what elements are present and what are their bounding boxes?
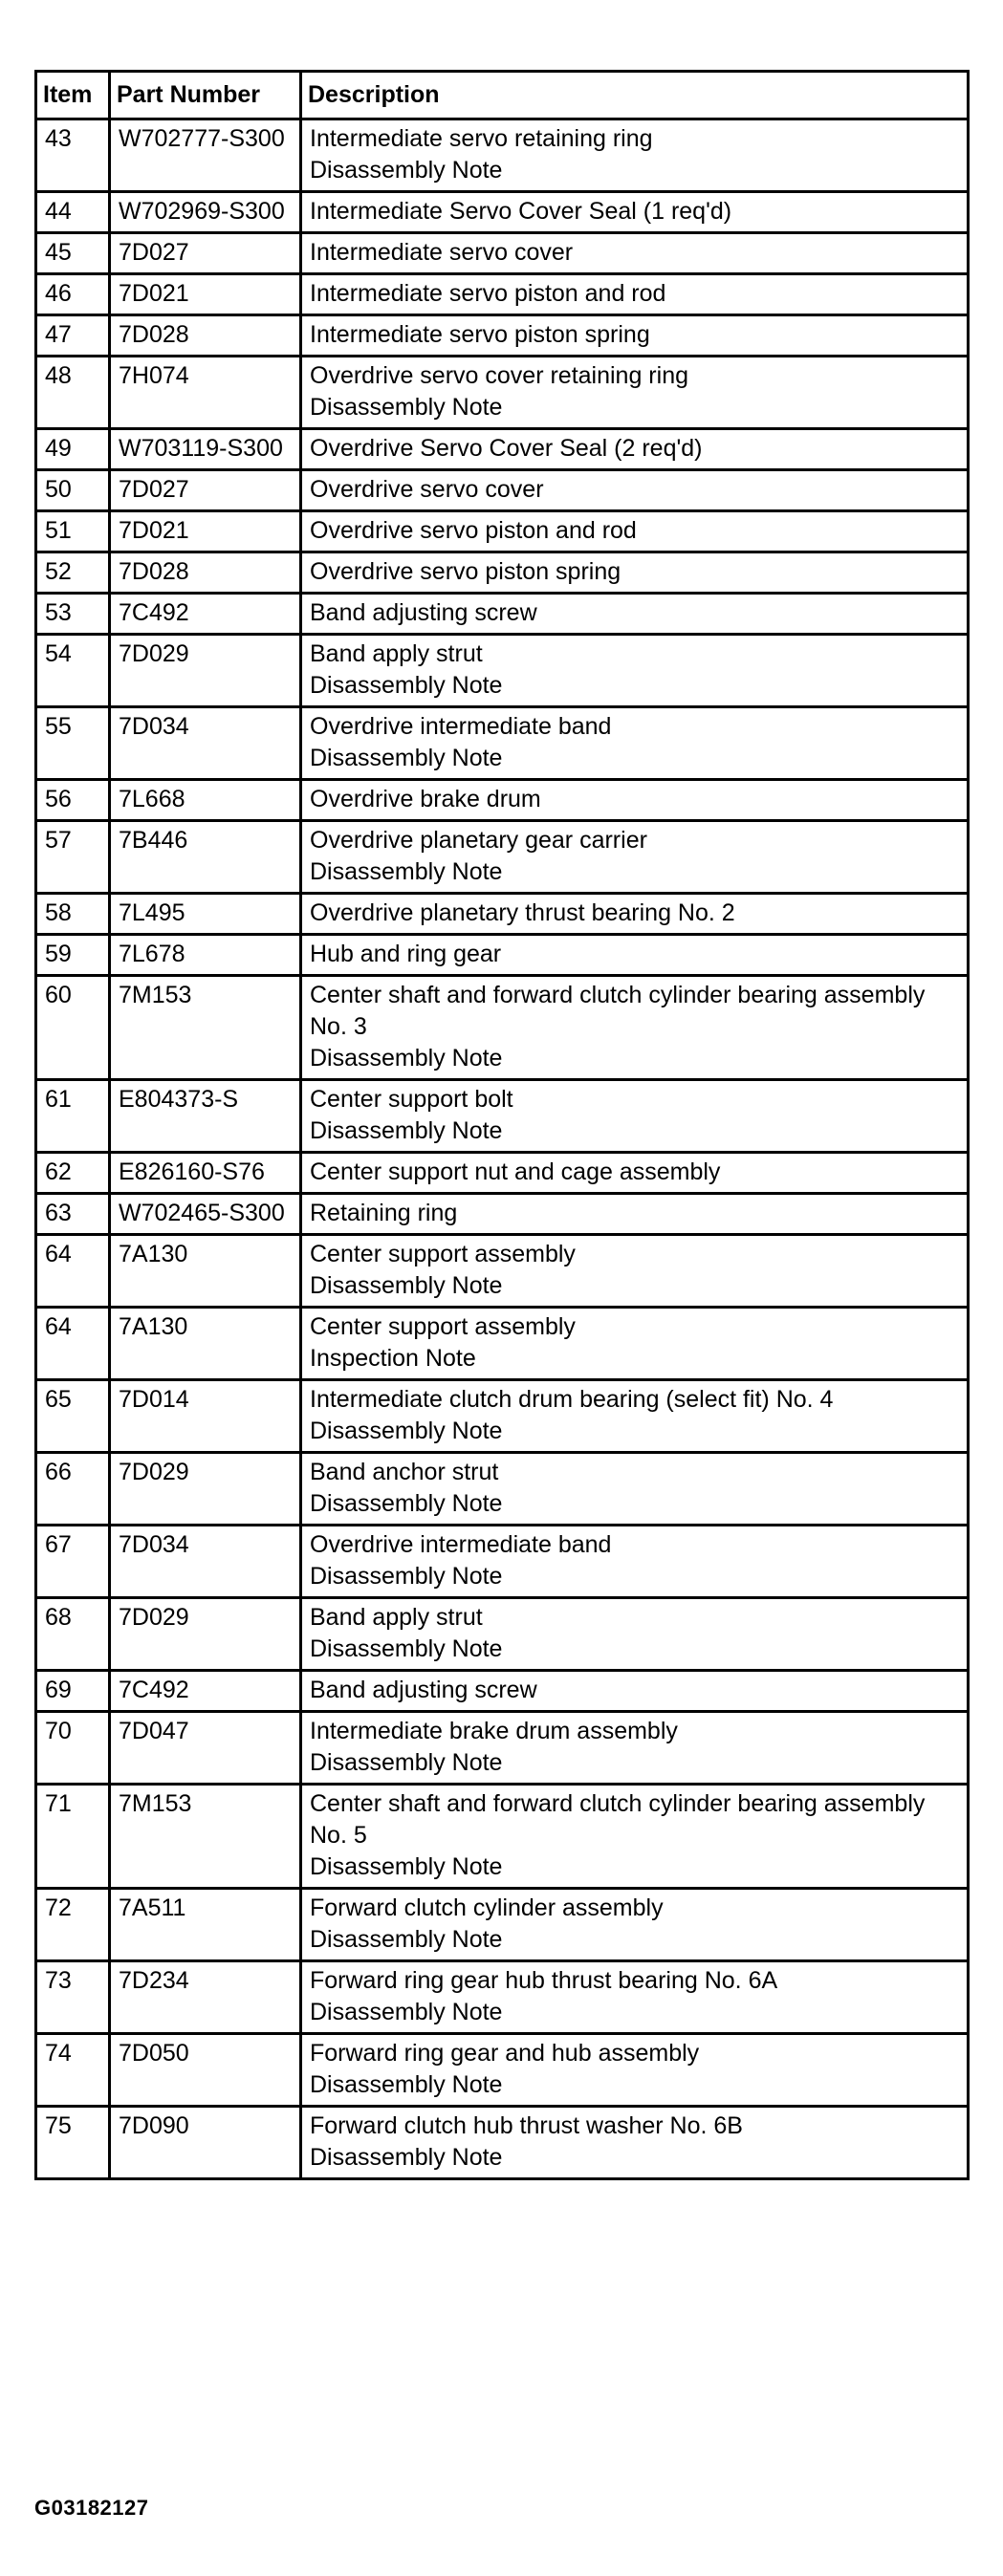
description-note: Disassembly Note [310,1418,503,1444]
description-cell [301,976,969,1080]
item-number-cell: 52 [36,552,110,594]
part-number-cell: 7A130 [110,1235,301,1308]
description-cell [301,935,969,976]
description-text: Center shaft and forward clutch cylinder bearing assembly No. 5 [310,1790,926,1849]
table-row [36,274,969,315]
part-number-cell: W702969-S300 [110,192,301,233]
table-row [36,821,969,894]
part-number-cell: 7D029 [110,1598,301,1671]
table-row [36,2107,969,2179]
description-note: Disassembly Note [310,1926,503,1953]
part-number-cell: 7H074 [110,357,301,429]
item-number-cell: 44 [36,192,110,233]
part-number-cell: 7C492 [110,594,301,635]
description-cell [301,119,969,192]
item-number-cell: 62 [36,1153,110,1194]
part-number-cell: 7L678 [110,935,301,976]
item-number-cell: 48 [36,357,110,429]
description-cell [301,511,969,552]
description-text: Center support assembly [310,1241,576,1267]
item-number-cell: 50 [36,470,110,511]
part-number-cell: 7D014 [110,1380,301,1453]
item-number-cell: 49 [36,429,110,470]
table-row [36,429,969,470]
description-cell [301,780,969,821]
table-row [36,2034,969,2107]
description-cell [301,894,969,935]
item-number-cell: 72 [36,1889,110,1961]
table-row [36,119,969,192]
part-number-cell: 7D021 [110,274,301,315]
description-note: Disassembly Note [310,1045,503,1072]
table-row [36,976,969,1080]
table-row [36,1194,969,1235]
table-row [36,315,969,357]
description-text: Forward clutch cylinder assembly [310,1894,664,1921]
table-row [36,894,969,935]
item-number-cell: 53 [36,594,110,635]
item-number-cell: 58 [36,894,110,935]
part-number-cell: 7B446 [110,821,301,894]
table-row [36,1598,969,1671]
table-row [36,470,969,511]
part-number-cell: W702777-S300 [110,119,301,192]
item-number-cell: 57 [36,821,110,894]
item-number-cell: 56 [36,780,110,821]
item-number-cell: 65 [36,1380,110,1453]
description-text: Band adjusting screw [310,1677,537,1703]
description-cell [301,470,969,511]
table-row [36,1153,969,1194]
column-header-part-number: Part Number [110,72,301,119]
part-number-cell: 7D050 [110,2034,301,2107]
description-note: Disassembly Note [310,858,503,885]
description-text: Overdrive planetary thrust bearing No. 2 [310,899,735,926]
table-row [36,1785,969,1889]
description-text: Intermediate servo piston and rod [310,280,666,307]
description-text: Center shaft and forward clutch cylinder bearing assembly No. 3 [310,982,926,1040]
description-text: Overdrive brake drum [310,786,541,812]
part-number-cell: W702465-S300 [110,1194,301,1235]
description-cell [301,552,969,594]
part-number-cell: 7D028 [110,315,301,357]
description-text: Overdrive intermediate band [310,713,612,740]
item-number-cell: 59 [36,935,110,976]
part-number-cell: 7D027 [110,470,301,511]
description-note: Disassembly Note [310,672,503,699]
item-number-cell: 64 [36,1308,110,1380]
description-text: Band apply strut [310,640,483,667]
item-number-cell: 61 [36,1080,110,1153]
description-cell [301,274,969,315]
item-number-cell: 71 [36,1785,110,1889]
description-text: Overdrive planetary gear carrier [310,827,647,854]
description-cell [301,192,969,233]
part-number-cell: 7L668 [110,780,301,821]
table-row [36,1712,969,1785]
description-text: Forward clutch hub thrust washer No. 6B [310,2112,743,2139]
part-number-cell: 7D090 [110,2107,301,2179]
description-text: Overdrive servo piston and rod [310,517,637,544]
item-number-cell: 47 [36,315,110,357]
description-cell [301,1671,969,1712]
table-row [36,707,969,780]
part-number-cell: 7C492 [110,1671,301,1712]
table-row [36,780,969,821]
description-text: Intermediate servo cover [310,239,574,266]
description-note: Disassembly Note [310,1563,503,1590]
item-number-cell: 69 [36,1671,110,1712]
description-text: Overdrive servo piston spring [310,558,621,585]
description-cell [301,1785,969,1889]
description-cell [301,1889,969,1961]
description-text: Retaining ring [310,1200,458,1226]
part-number-cell: 7D027 [110,233,301,274]
description-text: Overdrive intermediate band [310,1531,612,1558]
description-text: Band apply strut [310,1604,483,1631]
description-cell [301,1194,969,1235]
table-row [36,1961,969,2034]
part-number-cell: E804373-S [110,1080,301,1153]
part-number-cell: 7L495 [110,894,301,935]
part-number-cell: 7M153 [110,976,301,1080]
description-text: Forward ring gear hub thrust bearing No. 6A [310,1967,778,1994]
part-number-cell: 7D028 [110,552,301,594]
item-number-cell: 68 [36,1598,110,1671]
description-cell [301,1453,969,1526]
table-row [36,1453,969,1526]
description-text: Center support bolt [310,1086,513,1113]
description-text: Overdrive servo cover [310,476,544,503]
description-text: Intermediate Servo Cover Seal (1 req'd) [310,198,732,225]
item-number-cell: 51 [36,511,110,552]
item-number-cell: 63 [36,1194,110,1235]
description-cell [301,2034,969,2107]
table-row [36,1308,969,1380]
part-number-cell: 7D234 [110,1961,301,2034]
description-note: Disassembly Note [310,1999,503,2025]
item-number-cell: 55 [36,707,110,780]
description-note: Disassembly Note [310,1272,503,1299]
table-row [36,1526,969,1598]
table-row [36,635,969,707]
description-cell [301,635,969,707]
part-number-cell: 7A130 [110,1308,301,1380]
description-text: Intermediate brake drum assembly [310,1718,678,1744]
description-cell [301,233,969,274]
description-cell [301,1308,969,1380]
description-note: Disassembly Note [310,1749,503,1776]
description-cell [301,821,969,894]
description-text: Overdrive servo cover retaining ring [310,362,688,389]
column-header-item: Item [36,72,110,119]
description-text: Forward ring gear and hub assembly [310,2040,700,2067]
part-number-cell: E826160-S76 [110,1153,301,1194]
table-row [36,233,969,274]
item-number-cell: 46 [36,274,110,315]
description-note: Disassembly Note [310,2071,503,2098]
description-text: Intermediate servo retaining ring [310,125,653,152]
figure-id: G03182127 [34,2496,149,2520]
description-cell [301,357,969,429]
description-text: Band adjusting screw [310,599,537,626]
description-text: Intermediate clutch drum bearing (select fit) No. 4 [310,1386,834,1413]
item-number-cell: 64 [36,1235,110,1308]
item-number-cell: 54 [36,635,110,707]
item-number-cell: 66 [36,1453,110,1526]
item-number-cell: 75 [36,2107,110,2179]
item-number-cell: 73 [36,1961,110,2034]
table-row [36,552,969,594]
item-number-cell: 74 [36,2034,110,2107]
part-number-cell: 7M153 [110,1785,301,1889]
parts-list-sheet [34,70,967,2180]
part-number-cell: W703119-S300 [110,429,301,470]
table-header-row [36,72,969,119]
item-number-cell: 60 [36,976,110,1080]
part-number-cell: 7D034 [110,1526,301,1598]
description-cell [301,1153,969,1194]
description-cell [301,594,969,635]
description-note: Disassembly Note [310,745,503,771]
description-text: Center support assembly [310,1313,576,1340]
description-note: Disassembly Note [310,394,503,421]
parts-table [34,70,970,2180]
table-row [36,357,969,429]
description-cell [301,315,969,357]
description-text: Intermediate servo piston spring [310,321,650,348]
description-note: Disassembly Note [310,157,503,184]
table-row [36,511,969,552]
part-number-cell: 7A511 [110,1889,301,1961]
table-row [36,1889,969,1961]
description-note: Inspection Note [310,1345,476,1372]
table-row [36,1671,969,1712]
description-cell [301,429,969,470]
table-row [36,1380,969,1453]
description-cell [301,1961,969,2034]
description-text: Overdrive Servo Cover Seal (2 req'd) [310,435,703,462]
part-number-cell: 7D029 [110,1453,301,1526]
description-note: Disassembly Note [310,1853,503,1880]
part-number-cell: 7D029 [110,635,301,707]
description-cell [301,2107,969,2179]
item-number-cell: 43 [36,119,110,192]
description-text: Band anchor strut [310,1459,499,1485]
description-note: Disassembly Note [310,1635,503,1662]
description-cell [301,1380,969,1453]
description-text: Hub and ring gear [310,941,502,967]
table-row [36,935,969,976]
item-number-cell: 67 [36,1526,110,1598]
column-header-description: Description [301,72,969,119]
parts-table-body [36,119,969,2179]
table-row [36,192,969,233]
description-cell [301,1235,969,1308]
item-number-cell: 45 [36,233,110,274]
description-text: Center support nut and cage assembly [310,1158,721,1185]
part-number-cell: 7D034 [110,707,301,780]
description-cell [301,1526,969,1598]
description-cell [301,1712,969,1785]
description-note: Disassembly Note [310,1117,503,1144]
part-number-cell: 7D021 [110,511,301,552]
description-cell [301,1598,969,1671]
table-row [36,1080,969,1153]
description-note: Disassembly Note [310,2144,503,2171]
item-number-cell: 70 [36,1712,110,1785]
table-row [36,594,969,635]
description-cell [301,1080,969,1153]
description-cell [301,707,969,780]
table-row [36,1235,969,1308]
part-number-cell: 7D047 [110,1712,301,1785]
description-note: Disassembly Note [310,1490,503,1517]
